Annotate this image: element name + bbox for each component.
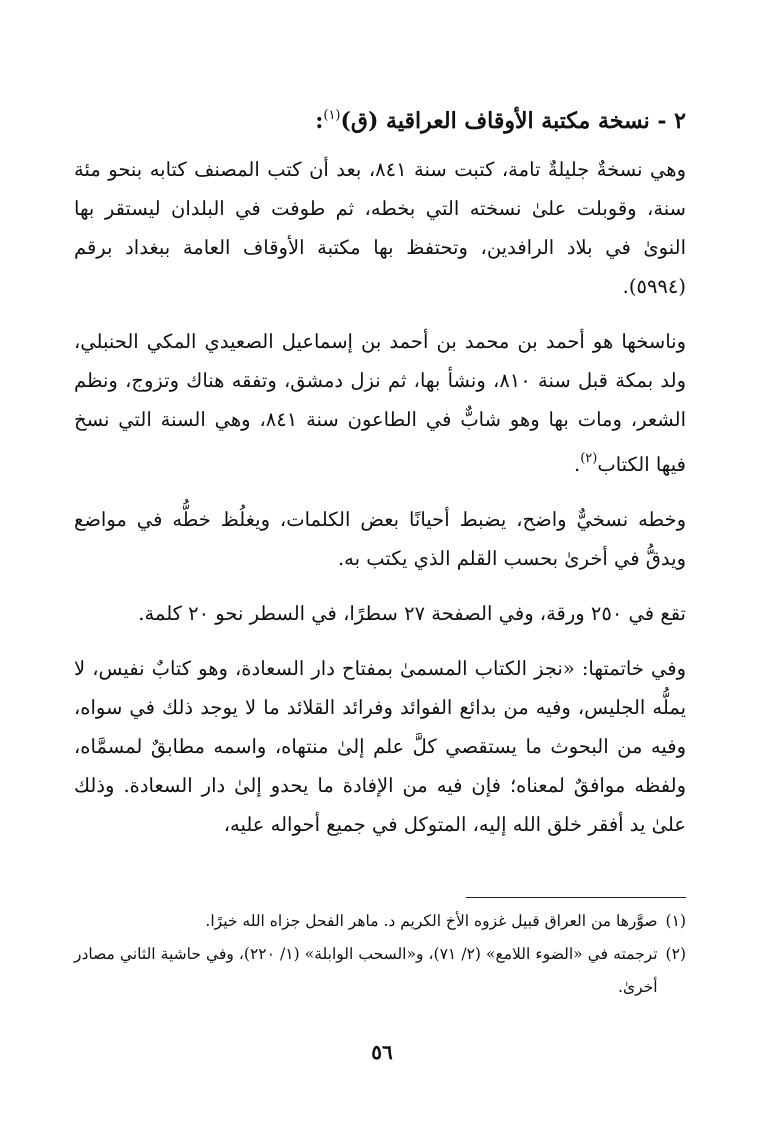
main-text [74, 150, 686, 860]
footnote-divider [466, 897, 686, 898]
paragraph-handwriting: وخطه نسخيٌّ واضح، يضبط أحيانًا بعض الكلمات، ويغلُظ خطُّه في مواضع ويدقُّ في أخرىٰ بحسب القلم الذي يكتب به. [74, 508, 686, 570]
footnote-2 [74, 938, 686, 1004]
section-heading [315, 96, 686, 141]
heading-title: نسخة مكتبة الأوقاف العراقية (ق) [340, 108, 650, 134]
paragraph-copyist-text: وناسخها هو أحمد بن محمد بن أحمد بن إسماعيل الصعيدي المكي الحنبلي، ولد بمكة قبل سنة ٨١٠، ونشأ بها، ثم نزل دمشق، وتفقه هناك وتزوج، ونظم الشعر، ومات بها وهو شابٌّ في الطاعون سنة ٨٤١، وهي السنة التي نسخ فيها الكتاب [74, 330, 686, 476]
heading-colon: : [315, 108, 324, 134]
paragraph-size: تقع في ٢٥٠ ورقة، وفي الصفحة ٢٧ سطرًا، في السطر نحو ٢٠ كلمة. [138, 602, 686, 625]
footnote-ref-2[interactable]: (٢) [580, 451, 598, 466]
heading-dash: - [649, 108, 675, 134]
footnote-number: (١) [665, 912, 686, 930]
footnote-text: صوَّرها من العراق قبيل غزوه الأخ الكريم د. ماهر الفحل جزاه الله خيرًا. [205, 912, 658, 930]
paragraph-copyist-end: . [574, 453, 581, 476]
paragraph-colophon: وفي خاتمتها: «نجز الكتاب المسمىٰ بمفتاح دار السعادة، وهو كتابٌ نفيس، لا يملُّه الجليس، وفيه من بدائع الفوائد وفرائد القلائد ما لا يوجد ذلك في سواه، وفيه من البحوث ما يستقصي كلَّ علم إلىٰ منتهاه، واسمه مطابقٌ لمسمَّاه، ولفظه موافقٌ لمعناه؛ فإن فيه من الإفادة ما يحدو إلىٰ دار السعادة. وذلك علىٰ يد أفقر خلق الله إليه، المتوكل في جميع أحواله عليه، [74, 657, 686, 836]
footnotes [74, 905, 686, 1004]
paragraph-manuscript-description: وهي نسخةٌ جليلةٌ تامة، كتبت سنة ٨٤١، بعد أن كتب المصنف كتابه بنحو مئة سنة، وقوبلت علىٰ نسخته التي بخطه، ثم طوفت في البلدان ليستقر بها النوىٰ في بلاد الرافدين، وتحتفظ بها مكتبة الأوقاف العامة ببغداد برقم (٥٩٩٤). [74, 158, 686, 298]
paragraph-copyist [74, 322, 686, 484]
footnote-text: ترجمته في «الضوء اللامع» (٢/ ٧١)، و«السحب الوابلة» (١/ ٢٢٠)، وفي حاشية الثاني مصادر أخرىٰ. [74, 945, 658, 996]
footnote-ref-1[interactable]: (١) [323, 108, 341, 123]
page-number: ٥٦ [371, 1040, 393, 1064]
footnote-1 [74, 905, 686, 938]
heading-number: ٢ [674, 108, 686, 134]
footnote-number: (٢) [665, 945, 686, 963]
